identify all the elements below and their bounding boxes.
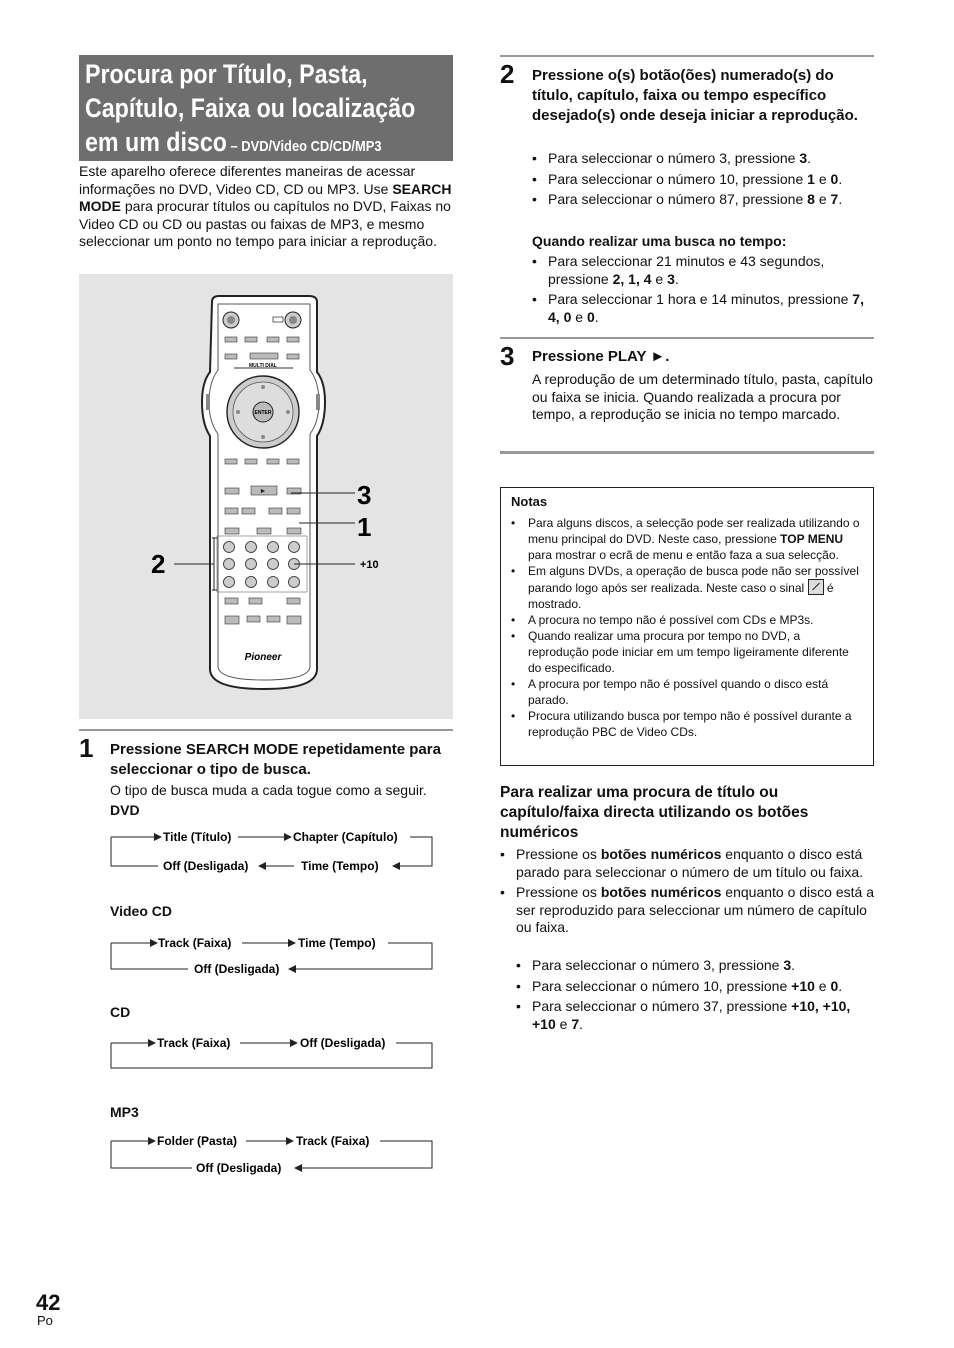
- step2-bullets: [532, 150, 872, 212]
- videocd-off-option: Off (Desligada): [194, 962, 280, 976]
- intro-text: Este aparelho oferece diferentes maneiras de acessar informações no DVD, Video CD, CD ou MP3. Use: [79, 163, 416, 197]
- divider: [79, 729, 453, 731]
- dvd-label: DVD: [110, 802, 140, 818]
- dvd-chapter-option: Chapter (Capítulo): [293, 830, 398, 844]
- pioneer-logo: Pioneer: [244, 652, 282, 663]
- mp3-folder-option: Folder (Pasta): [157, 1134, 238, 1148]
- callout-2: 2: [151, 549, 166, 579]
- step1-body: O tipo de busca muda a cada togue como a seguir.: [110, 782, 427, 798]
- page-title: [85, 57, 416, 164]
- title-line-2: Capítulo, Faixa ou localização: [85, 93, 416, 123]
- language-code: Po: [37, 1313, 53, 1328]
- page-number: 42: [36, 1290, 61, 1315]
- multi-dial-label: MULTI DIAL: [249, 363, 277, 369]
- title-banner: [79, 55, 453, 161]
- step3-heading: Pressione PLAY ►.: [532, 348, 670, 365]
- cd-flow-diagram: [108, 1030, 438, 1072]
- remote-illustration: [79, 274, 453, 719]
- prohibited-sign-icon: [808, 579, 824, 595]
- list-item: • Procura utilizando busca por tempo não é possível durante a reprodução PBC de Video CDs.: [511, 708, 863, 740]
- step1-number: 1: [79, 733, 94, 763]
- list-item: • Para alguns discos, a selecção pode ser realizada utilizando o menu principal do DVD. Neste caso, pressione TOP MENU para mostrar o ecrã de menu e então faza a sua selecção.: [511, 515, 863, 563]
- list-item: • Para seleccionar 21 minutos e 43 segundos, pressione 2, 1, 4 e 3.: [532, 253, 872, 288]
- dvd-time-option: Time (Tempo): [301, 859, 379, 873]
- dvd-off-option: Off (Desligada): [163, 859, 249, 873]
- videocd-label: Video CD: [110, 903, 172, 919]
- remote-control-drawing: [79, 274, 453, 719]
- intro-bold: SEARCH MODE: [79, 180, 452, 215]
- intro-text-end: para procurar títulos ou capítulos no DVD, Faixas no Video CD ou CD ou pastas ou faixas de MP3, e mesmo seleccionar um ponto no tempo para iniciar a reprodução.: [79, 198, 451, 250]
- svg-text:►: ►: [259, 488, 267, 495]
- direct-search-bullets: [500, 846, 874, 940]
- cd-track-option: Track (Faixa): [157, 1036, 231, 1050]
- mp3-label: MP3: [110, 1104, 139, 1120]
- enter-label: ENTER: [254, 410, 272, 416]
- dvd-flow-diagram: [108, 826, 438, 878]
- direct-search-heading: Para realizar uma procura de título ou capítulo/faixa directa utilizando os botões numéricos: [500, 784, 809, 841]
- step1-heading: Pressione SEARCH MODE repetidamente para seleccionar o tipo de busca.: [110, 741, 441, 778]
- mp3-flow-diagram: [108, 1128, 438, 1180]
- notes-list: [511, 515, 863, 740]
- title-line-1: Procura por Título, Pasta,: [85, 59, 368, 89]
- mp3-off-option: Off (Desligada): [196, 1161, 282, 1175]
- step2-heading: Pressione o(s) botão(ões) numerado(s) do título, capítulo, faixa ou tempo específico desejado(s) onde deseja iniciar a reprodução.: [532, 67, 858, 124]
- list-item: • Para seleccionar o número 3, pressione 3.: [532, 150, 872, 168]
- list-item: • Para seleccionar 1 hora e 14 minutos, pressione 7, 4, 0 e 0.: [532, 291, 872, 326]
- list-item: • A procura por tempo não é possível quando o disco está parado.: [511, 676, 863, 708]
- plus10-label: +10: [360, 559, 379, 571]
- time-search-heading: Quando realizar uma busca no tempo:: [532, 233, 787, 249]
- step3-body: A reprodução de um determinado título, pasta, capítulo ou faixa se inicia. Quando realizada a procura por tempo, a reprodução se inicia no tempo marcado.: [532, 371, 873, 423]
- step2-number: 2: [500, 59, 515, 89]
- callout-1: 1: [357, 512, 372, 542]
- time-search-bullets: [532, 253, 872, 329]
- list-item: • Em alguns DVDs, a operação de busca pode não ser possível parando logo após ser realizada. Neste caso o sinal é mostrado.: [511, 563, 863, 612]
- videocd-track-option: Track (Faixa): [158, 936, 232, 950]
- list-item: • Para seleccionar o número 10, pressione 1 e 0.: [532, 171, 872, 189]
- divider: [500, 337, 874, 339]
- videocd-time-option: Time (Tempo): [298, 936, 376, 950]
- notes-title: Notas: [511, 494, 548, 509]
- divider: [500, 451, 874, 454]
- notes-box: [500, 487, 874, 766]
- list-item: • Quando realizar uma procura por tempo no DVD, a reprodução pode iniciar em um tempo ligeiramente diferente do especificado.: [511, 628, 863, 676]
- divider: [500, 55, 874, 57]
- list-item: • Para seleccionar o número 10, pressione +10 e 0.: [516, 978, 874, 996]
- title-line-3: em um disco: [85, 127, 227, 157]
- title-subtitle: – DVD/Video CD/CD/MP3: [226, 138, 382, 155]
- cd-label: CD: [110, 1004, 131, 1020]
- videocd-flow-diagram: [108, 930, 438, 982]
- cd-off-option: Off (Desligada): [300, 1036, 386, 1050]
- list-item: • A procura no tempo não é possível com CDs e MP3s.: [511, 612, 863, 628]
- intro-paragraph: [79, 163, 453, 251]
- step3-number: 3: [500, 341, 515, 371]
- list-item: • Para seleccionar o número 37, pressione +10, +10, +10 e 7.: [516, 998, 874, 1033]
- dvd-title-option: Title (Título): [163, 830, 232, 844]
- direct-search-sub-bullets: [516, 957, 874, 1036]
- list-item: • Para seleccionar o número 87, pressione 8 e 7.: [532, 191, 872, 209]
- list-item: • Pressione os botões numéricos enquanto o disco está parado para seleccionar o número de um título ou faixa.: [500, 846, 874, 881]
- list-item: • Pressione os botões numéricos enquanto o disco está a ser reproduzido para seleccionar um número de capítulo ou faixa.: [500, 884, 874, 937]
- mp3-track-option: Track (Faixa): [296, 1134, 370, 1148]
- callout-3: 3: [357, 480, 372, 510]
- list-item: • Para seleccionar o número 3, pressione 3.: [516, 957, 874, 975]
